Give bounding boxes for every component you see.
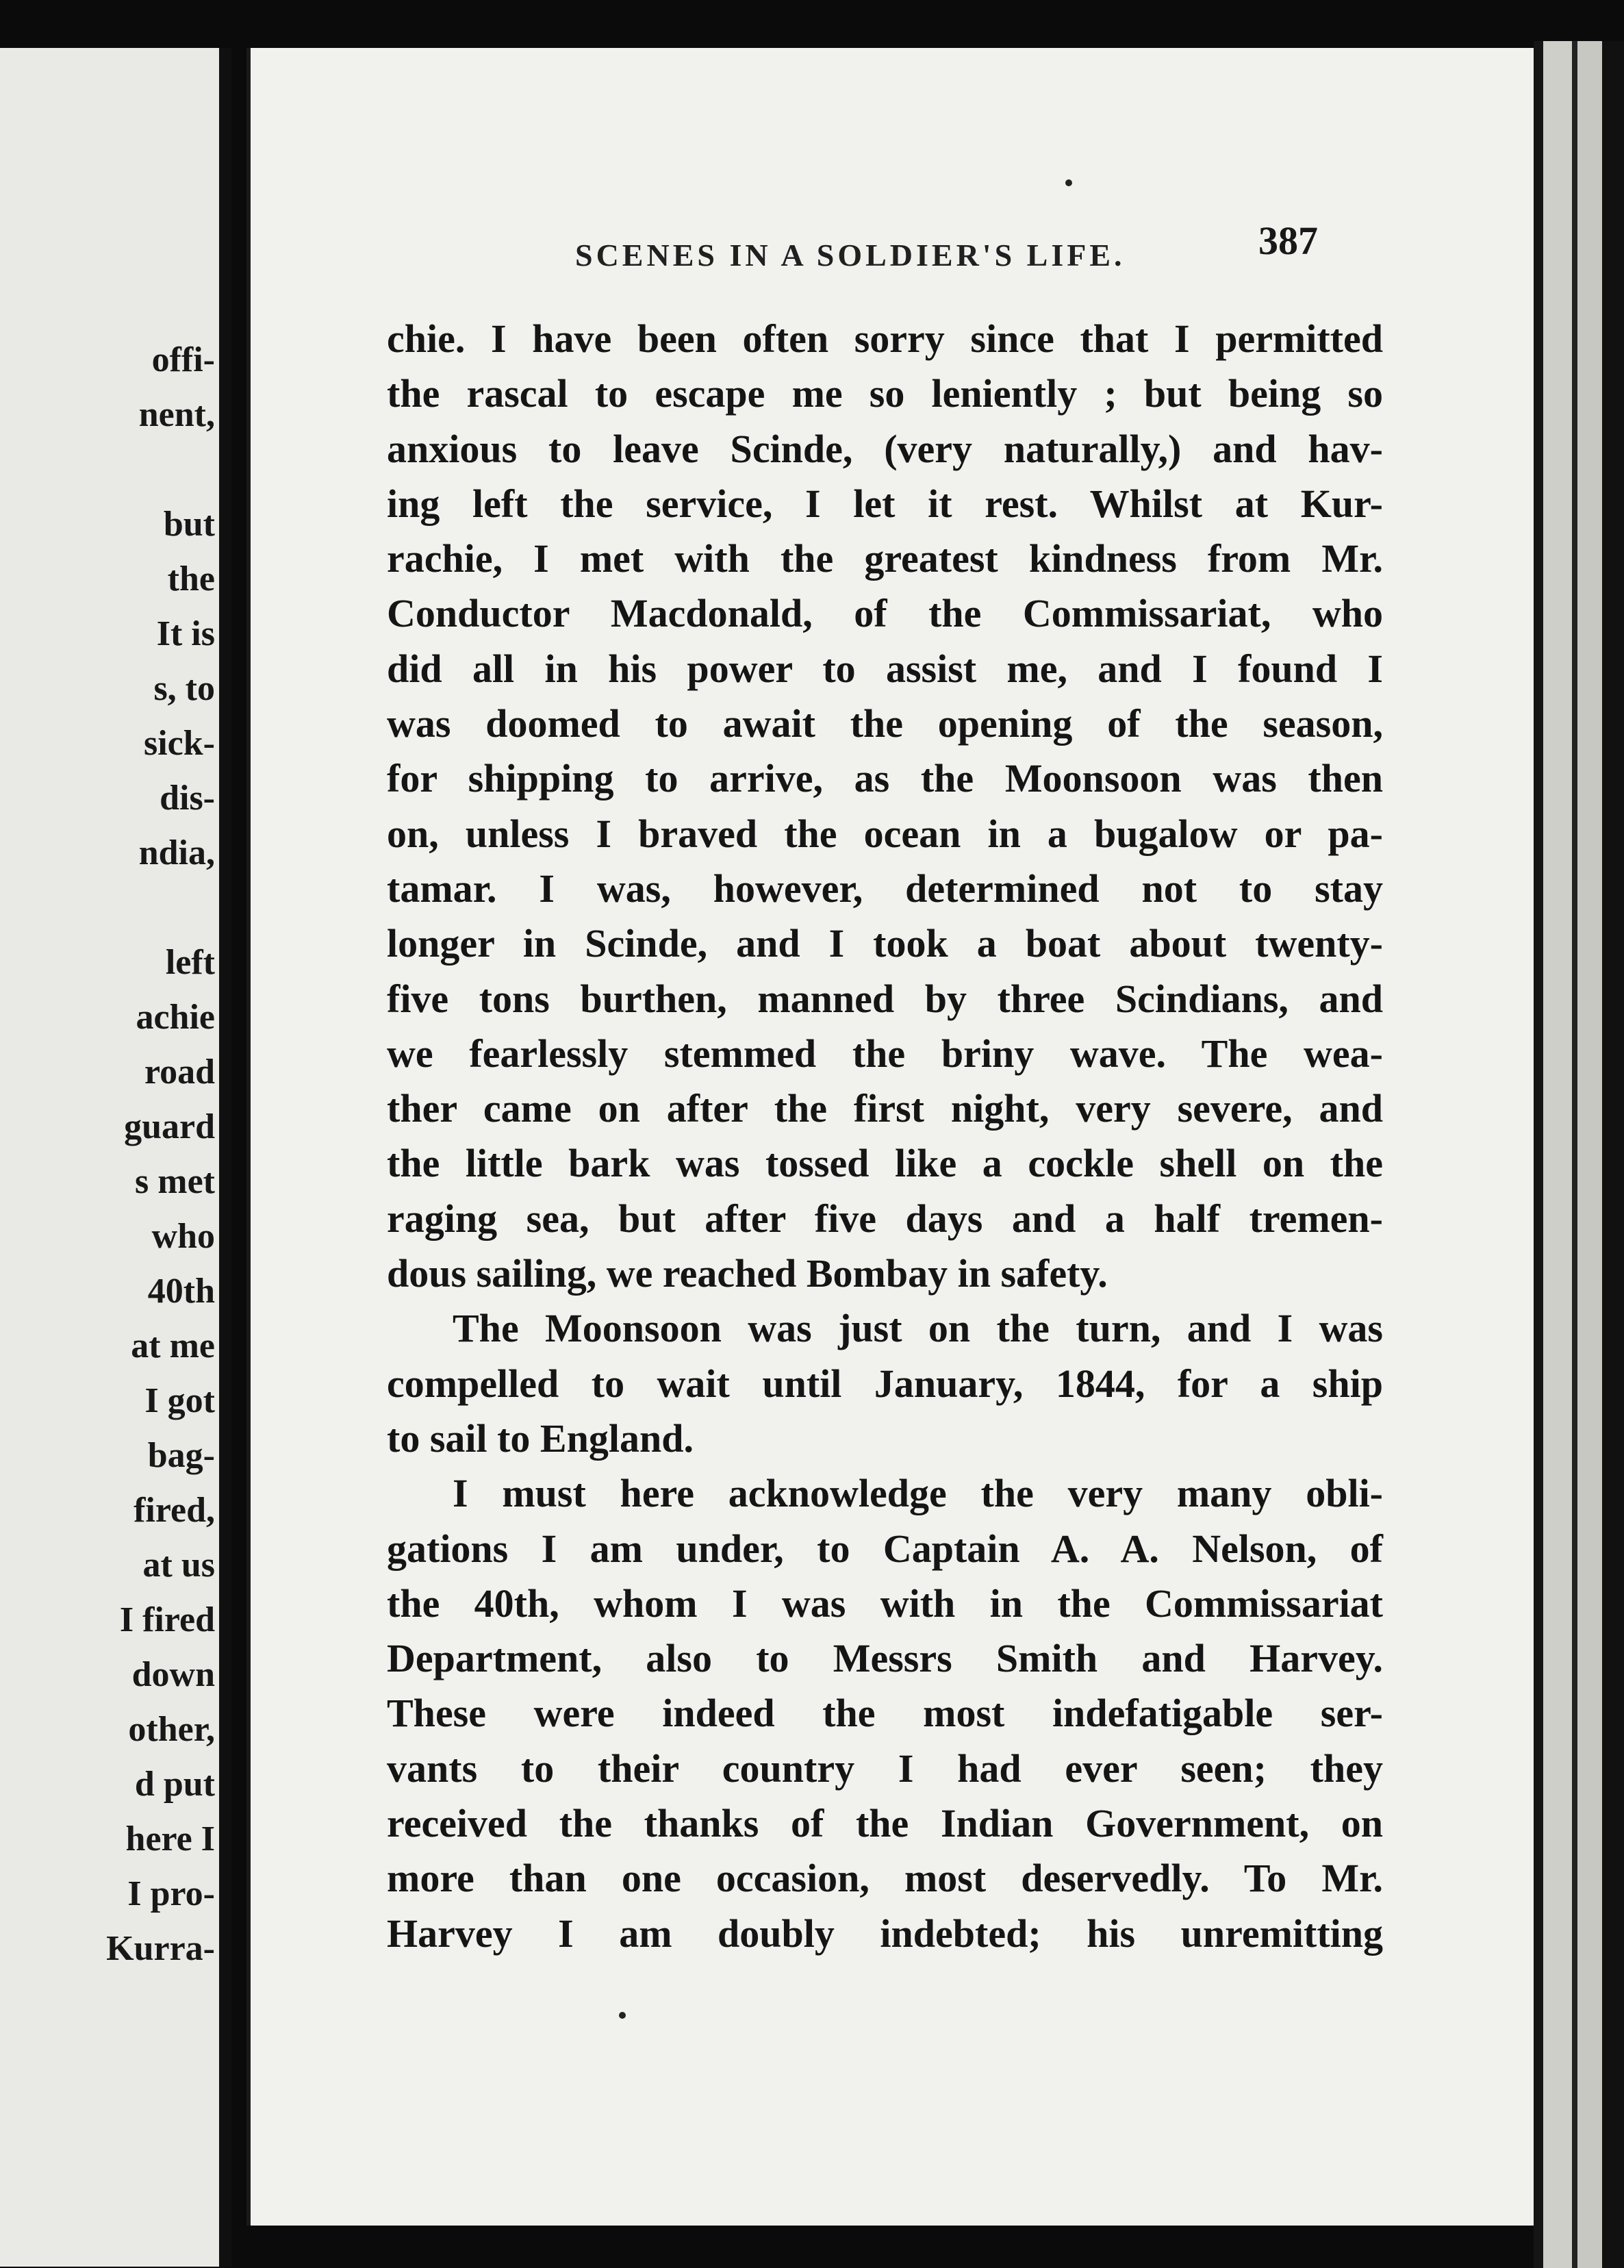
text-line: These were indeed the most indefatigable ser- [387, 1691, 1383, 1736]
left-page-fragment: other, [128, 1710, 215, 1749]
left-page-fragment: I fired [119, 1600, 215, 1639]
left-page-fragment: nent, [138, 395, 215, 434]
left-page-fragment: here I [125, 1819, 215, 1859]
left-page-fragment: who [151, 1217, 215, 1256]
left-page-fragment: at us [142, 1546, 215, 1585]
text-line: rachie, I met with the greatest kindness from Mr. [387, 536, 1383, 581]
text-line: ing left the service, I let it rest. Whilst at Kur- [387, 481, 1383, 526]
running-head: SCENES IN A SOLDIER'S LIFE. [575, 238, 1126, 273]
left-page-fragment: sick- [144, 724, 215, 763]
text-line: Department, also to Messrs Smith and Harvey. [387, 1636, 1383, 1681]
text-line: dous sailing, we reached Bombay in safety. [387, 1251, 1108, 1296]
left-page-fragment: Kurra- [106, 1929, 215, 1968]
text-line: longer in Scinde, and I took a boat about twenty- [387, 921, 1383, 966]
left-page-fragment: It is [156, 614, 215, 653]
left-page-fragment: guard [124, 1107, 215, 1146]
left-page-fragment: I pro- [127, 1874, 215, 1913]
left-page-fragment: at me [131, 1326, 215, 1365]
page-stack-edge [1534, 41, 1624, 2268]
text-line: for shipping to arrive, as the Moonsoon was then [387, 756, 1383, 801]
left-page-fragment: d put [134, 1765, 215, 1804]
left-page-fragment: 40th [147, 1272, 215, 1311]
paragraph [387, 1301, 1383, 1466]
body-text [387, 312, 1383, 1961]
paragraph [387, 1466, 1383, 1961]
text-line: gations I am under, to Captain A. A. Nelson, of [387, 1526, 1383, 1571]
left-page-fragment: I got [144, 1381, 215, 1420]
text-line: anxious to leave Scinde, (very naturally,) and hav- [387, 426, 1383, 471]
left-page-edge [0, 48, 231, 2267]
left-page-fragment: s, to [153, 669, 215, 708]
paragraph [387, 312, 1383, 1301]
text-line: five tons burthen, manned by three Scindians, and [387, 976, 1383, 1021]
left-page-fragment: the [167, 559, 215, 598]
text-line: did all in his power to assist me, and I found I [387, 646, 1383, 691]
text-line: ther came on after the first night, very severe, and [387, 1086, 1383, 1131]
left-page-fragment: ndia, [138, 833, 215, 872]
text-line: I must here acknowledge the very many obli- [453, 1471, 1383, 1516]
ink-speck [1065, 179, 1072, 186]
left-page-fragment: down [131, 1655, 215, 1694]
text-line: was doomed to await the opening of the season, [387, 701, 1383, 746]
text-line: more than one occasion, most deservedly. To Mr. [387, 1856, 1383, 1901]
left-page-fragment: bag- [147, 1436, 215, 1475]
text-line: vants to their country I had ever seen; they [387, 1746, 1383, 1791]
left-page-fragment: but [163, 505, 215, 544]
left-page-fragment: offi- [151, 340, 215, 379]
left-page-fragment: dis- [160, 779, 215, 818]
left-page-fragment: left [165, 943, 215, 982]
text-line: the 40th, whom I was with in the Commissariat [387, 1580, 1383, 1626]
text-line: compelled to wait until January, 1844, for a ship [387, 1361, 1383, 1406]
text-line: the little bark was tossed like a cockle shell on the [387, 1141, 1383, 1186]
text-line: received the thanks of the Indian Government, on [387, 1801, 1383, 1846]
text-line: the rascal to escape me so leniently ; but being so [387, 371, 1383, 416]
text-line: to sail to England. [387, 1415, 694, 1461]
left-page-fragment: achie [136, 998, 215, 1037]
text-line: Conductor Macdonald, of the Commissariat, who [387, 591, 1383, 636]
text-line: Harvey I am doubly indebted; his unremitting [387, 1911, 1383, 1956]
left-page-fragment: s met [135, 1162, 215, 1201]
left-page-fragment: road [144, 1053, 215, 1092]
text-line: tamar. I was, however, determined not to stay [387, 866, 1383, 911]
page-number: 387 [1258, 218, 1318, 263]
text-line: we fearlessly stemmed the briny wave. The wea- [387, 1031, 1383, 1076]
text-line: raging sea, but after five days and a half tremen- [387, 1196, 1383, 1241]
ink-speck [619, 2012, 626, 2019]
text-line: The Moonsoon was just on the turn, and I was [453, 1306, 1383, 1351]
text-line: chie. I have been often sorry since that I permitted [387, 316, 1383, 361]
text-line: on, unless I braved the ocean in a bugalow or pa- [387, 811, 1383, 856]
left-page-fragment: fired, [134, 1491, 215, 1530]
